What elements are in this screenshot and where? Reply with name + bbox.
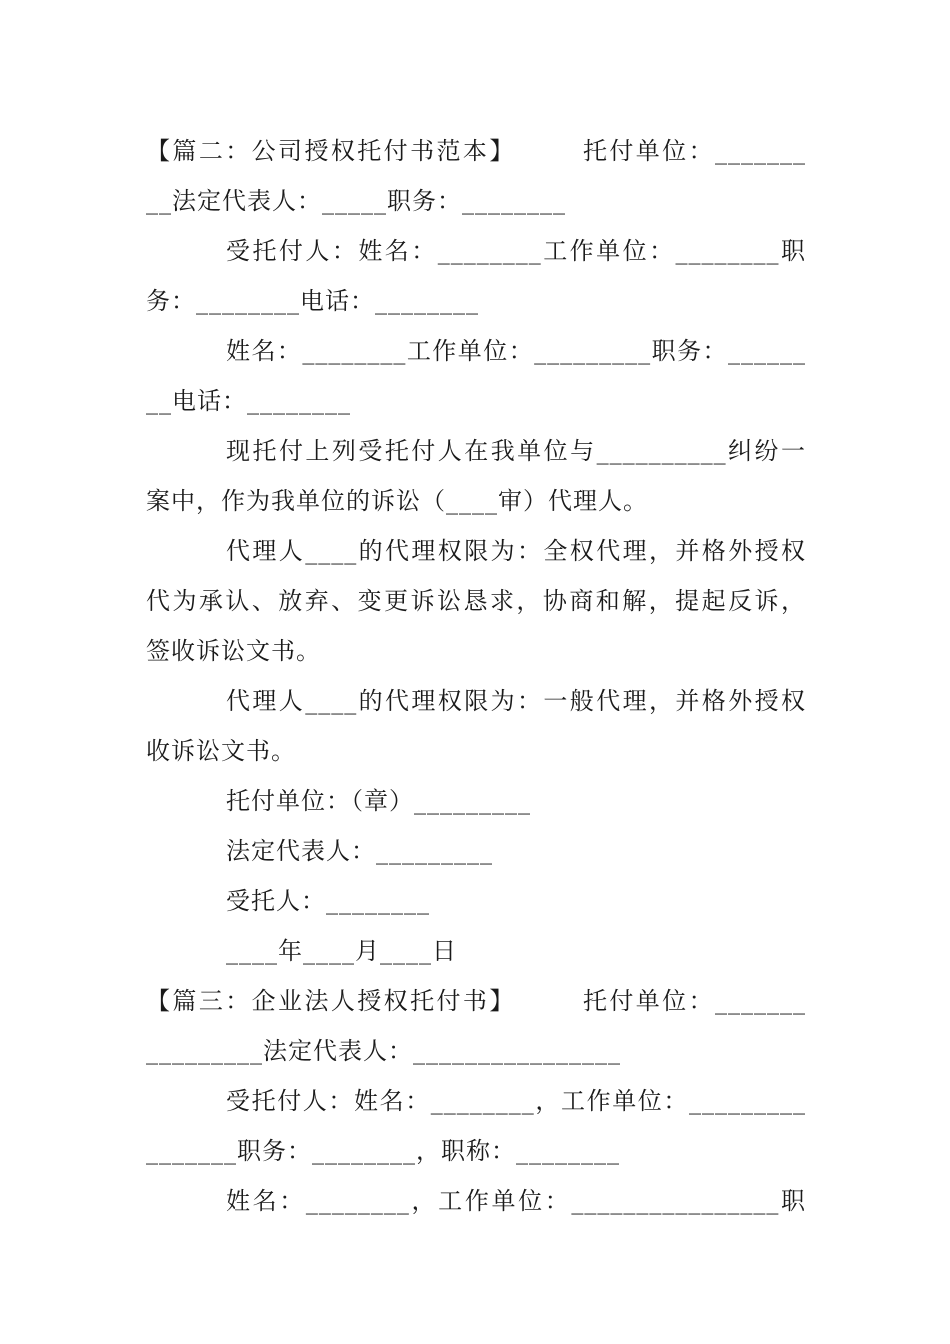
signature-unit-line: 托付单位：（章）_________ [226,787,531,815]
text-line: 受托付人：姓名：________工作单位：________职 [226,237,806,265]
text-line: _______职务：________，职称：________ [146,1137,620,1165]
section-heading-2: 【篇二：公司授权托付书范本】 托付单位：_______ [146,137,806,165]
text-line: 受托付人：姓名：________，工作单位：_________ [226,1087,806,1115]
text-line: 代为承认、放弃、变更诉讼恳求，协商和解，提起反诉， [146,587,806,615]
signature-representative-line: 法定代表人：_________ [226,837,493,865]
text-line: 签收诉讼文书。 [146,637,321,665]
text-line: 务：________电话：________ [146,287,479,315]
text-line: _________法定代表人：________________ [146,1037,621,1065]
text-line: __法定代表人：_____职务：________ [146,187,566,215]
text-line: 代理人____的代理权限为：一般代理，并格外授权 [226,687,806,715]
section-heading-3: 【篇三：企业法人授权托付书】 托付单位：_______ [146,987,806,1015]
text-line: 收诉讼文书。 [146,737,296,765]
text-line: __电话：________ [146,387,351,415]
text-line: 姓名：________，工作单位：________________职 [226,1187,806,1215]
date-line: ____年____月____日 [226,937,457,965]
text-line: 案中，作为我单位的诉讼（____审）代理人。 [146,487,648,515]
text-line: 现托付上列受托付人在我单位与__________纠纷一 [226,437,806,465]
text-line: 代理人____的代理权限为：全权代理，并格外授权 [226,537,806,565]
text-line: 姓名：________工作单位：_________职务：______ [226,337,806,365]
signature-agent-line: 受托人：________ [226,887,430,915]
